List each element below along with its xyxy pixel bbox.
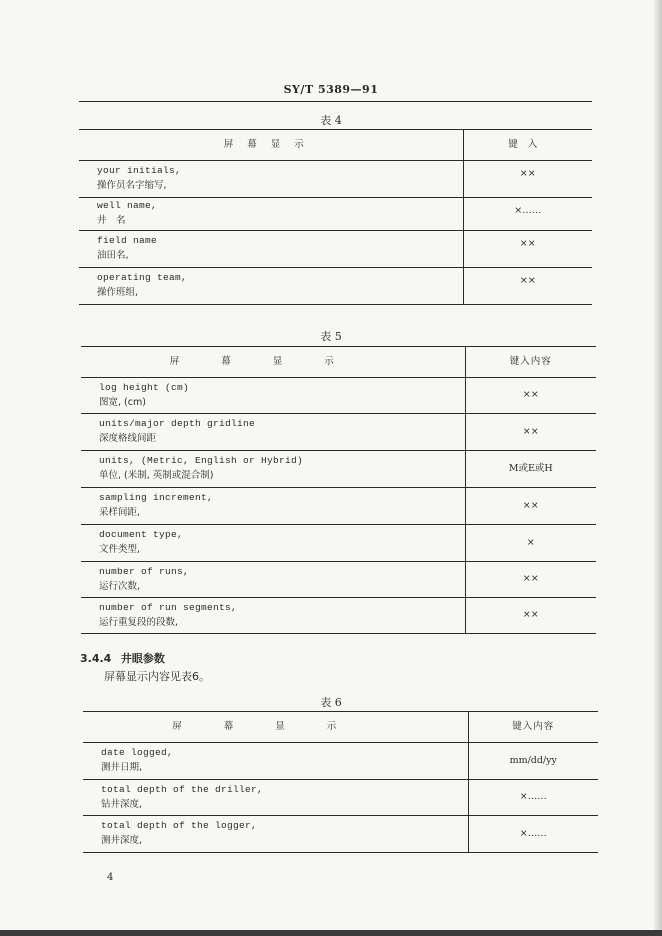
header-rule: [79, 101, 592, 102]
table-row: [81, 525, 596, 562]
table-row: [81, 598, 596, 634]
row-value: ×……: [463, 198, 592, 231]
table6-header-row: [83, 712, 598, 743]
row-label-en: sampling increment,: [99, 492, 214, 504]
table6-col1-header: 屏幕显示: [83, 712, 468, 743]
table-row: [83, 816, 598, 853]
row-label-zh: 油田名,: [97, 250, 129, 261]
document-code: SY/T 5389—91: [283, 83, 379, 96]
table4-title: 表 4: [320, 114, 342, 127]
table-row: [79, 198, 592, 231]
table-row: [79, 231, 592, 268]
row-value: ××: [465, 562, 596, 598]
table-row: [81, 414, 596, 451]
row-label-en: units, (Metric, English or Hybrid): [99, 455, 304, 467]
table-row: [81, 451, 596, 488]
row-label-en: field name: [97, 235, 158, 247]
table-row: [81, 488, 596, 525]
row-value: ×……: [468, 780, 598, 816]
row-label-zh: 单位, (米制, 英制或混合制): [99, 470, 214, 481]
row-value: ××: [465, 598, 596, 634]
row-value: ××: [463, 161, 592, 198]
row-value: ××: [465, 414, 596, 451]
table4-header-row: [79, 130, 592, 161]
row-label-en: number of run segments,: [99, 601, 238, 613]
row-label-zh: 文件类型,: [99, 544, 141, 555]
table-row: [83, 743, 598, 780]
table5-col2-header: 键入内容: [465, 347, 596, 378]
row-label-zh: 图宽, (cm): [99, 396, 146, 408]
page-number: 4: [107, 872, 114, 883]
row-value: M或E或H: [465, 451, 596, 488]
row-label-zh: 运行次数,: [99, 580, 141, 592]
page-edge-shadow: [654, 0, 662, 936]
scan-bottom-band: [0, 930, 662, 936]
table-row: [81, 378, 596, 414]
table4-col2-header: 键入: [463, 130, 592, 161]
table5: [81, 346, 596, 634]
row-label-en: well name,: [97, 200, 158, 212]
row-label-en: document type,: [99, 529, 184, 541]
table6-col2-header: 键入内容: [468, 712, 598, 743]
table5-title: 表 5: [320, 330, 342, 343]
row-value: ××: [465, 488, 596, 525]
row-value: ××: [465, 378, 596, 414]
table-row: [81, 562, 596, 598]
table4-col1-header: 屏幕显示: [79, 130, 463, 161]
row-label-en: log height (cm): [99, 381, 190, 393]
row-label-zh: 采样间距,: [99, 507, 141, 518]
row-value: mm/dd/yy: [468, 743, 598, 780]
row-value: ×……: [468, 816, 598, 853]
row-label-en: your initials,: [97, 165, 182, 177]
row-value: ×: [465, 525, 596, 562]
row-label-zh: 测井深度,: [101, 835, 143, 846]
row-label-zh: 操作员名字缩写,: [97, 180, 167, 191]
row-value: ××: [463, 268, 592, 305]
section-number: 3.4.4: [80, 652, 112, 665]
section-title: 井眼参数: [120, 652, 165, 665]
table4: [79, 129, 592, 305]
row-label-en: total depth of the driller,: [101, 783, 264, 795]
row-label-en: total depth of the logger,: [101, 820, 258, 832]
row-label-en: operating team,: [97, 272, 188, 284]
table6: [83, 711, 598, 853]
table6-title: 表 6: [320, 696, 342, 709]
row-value: ××: [463, 231, 592, 268]
row-label-zh: 深度格线间距: [99, 433, 157, 444]
row-label-en: units/major depth gridline: [99, 418, 256, 430]
row-label-en: number of runs,: [99, 565, 190, 577]
table-row: [83, 780, 598, 816]
table-row: [79, 161, 592, 198]
section-body: 屏幕显示内容见表6。: [104, 670, 210, 683]
row-label-en: date logged,: [101, 747, 174, 759]
row-label-zh: 测井日期,: [101, 762, 143, 773]
table5-col1-header: 屏幕显示: [81, 347, 465, 378]
row-label-zh: 运行重复段的段数,: [99, 616, 179, 628]
section-heading: [80, 650, 165, 666]
row-label-zh: 操作班组,: [97, 287, 139, 298]
row-label-zh: 钻井深度,: [101, 798, 143, 810]
row-label-zh: 井 名: [97, 215, 126, 226]
table-row: [79, 268, 592, 305]
table5-header-row: [81, 347, 596, 378]
